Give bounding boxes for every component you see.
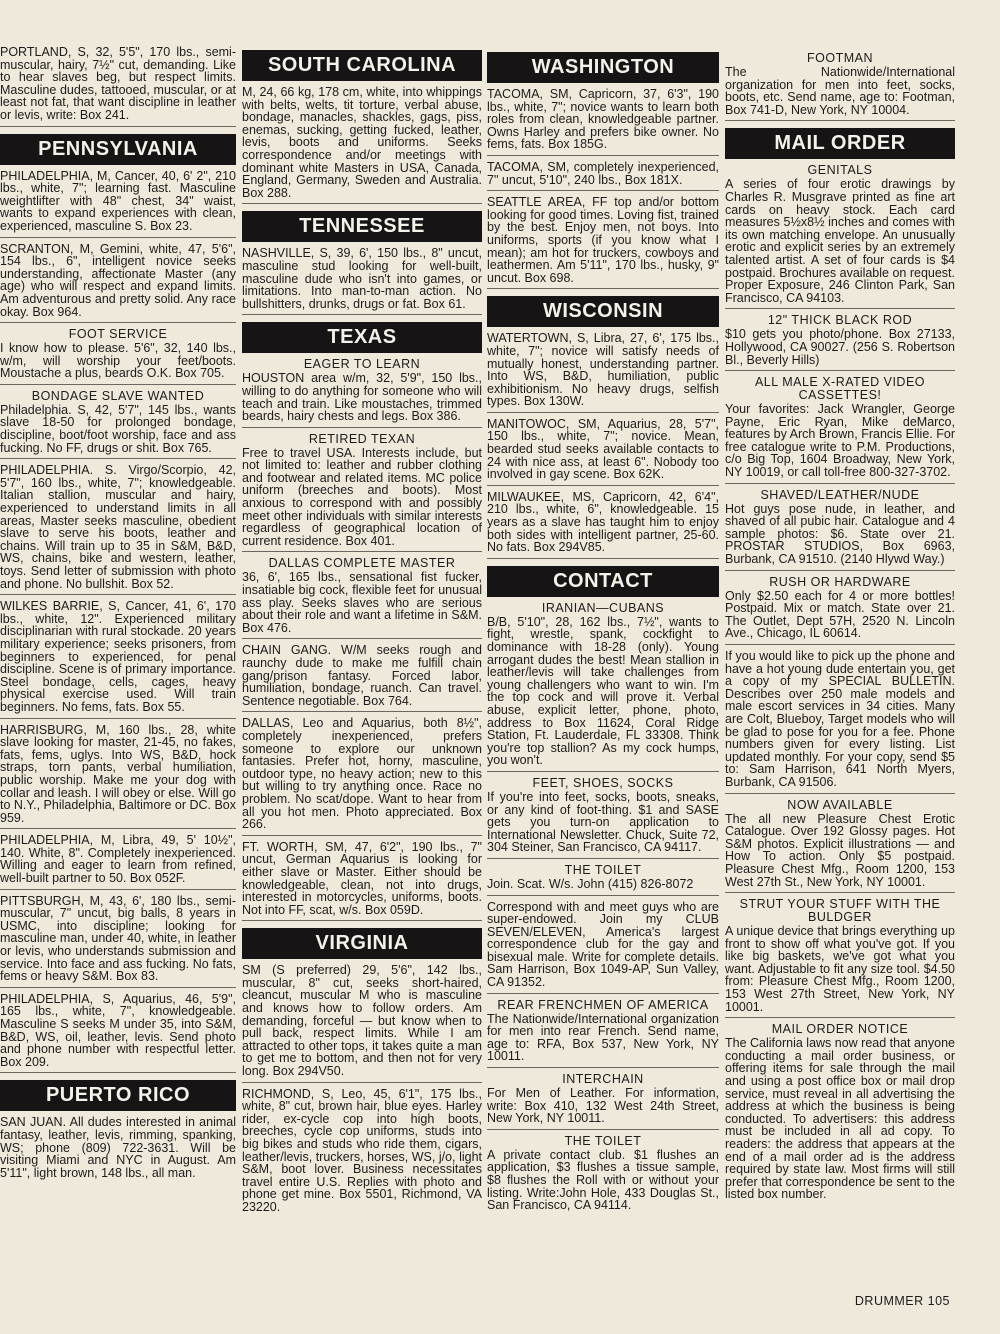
state-banner: SOUTH CAROLINA: [242, 50, 482, 81]
personal-ad: HARRISBURG, M, 160 lbs., 28, white slave looking for master, 21-45, no fakes, fats, fems, uglys. Into WS, B&D, hock straps, torn pants, verbal humiliation, public worship. Make me your dog with collar and leash. I will obey or else. Will go to N.Y., Philadelphia, Baltimore or DC. Box 959.: [0, 724, 236, 830]
section-banner: CONTACT: [487, 566, 719, 597]
ad-heading: FOOTMAN: [807, 51, 873, 65]
contact-ad: A private contact club. $1 flushes an application, $3 flushes a tissue sample, $8 flushes the Roll with or without your listing. Write:John Hole, 433 Douglas St., San Francisco, CA 94114.: [487, 1147, 719, 1213]
personal-ad: Philadelphia. S, 42, 5'7", 145 lbs., wants slave 18-50 for prolonged bondage, discipline, boot/foot worship, face and ass fucking. No FF, drugs or shit. Box 765.: [0, 404, 236, 459]
ad-heading: REAR FRENCHMEN OF AMERICA: [497, 997, 709, 1012]
personal-ad: SEATTLE AREA, FF top and/or bottom looking for good times. Loving fist, trained by the best. Enjoy men, not boys. Into uniforms, sports (if you know what I mean); am hot for truckers, cowboys and leathermen. Am 5'11", 170 lbs., husky, 9" uncut. Box 698.: [487, 196, 719, 289]
column-3: [487, 0, 719, 1221]
contact-ad: The Nationwide/International organization for men into feet, socks, boots, etc. Send name, age to: Footman, Box 741-D, New York, NY 10004.: [725, 66, 955, 121]
personal-ad: MANITOWOC, SM, Aquarius, 28, 5'7", 150 lbs., white, 7"; novice. Mean, bearded stud seeks available contacts to 24 with nice ass, at least 6". Nobody too involved in gay scene. Box 62K.: [487, 418, 719, 486]
section-banner: MAIL ORDER: [725, 128, 955, 159]
personal-ad: 36, 6', 165 lbs., sensational fist fucker, insatiable big cock, flexible feet for unusual ass play. Seeks slaves who are serious about their role and want a lifetime in S&M. Box 476.: [242, 571, 482, 639]
mail-order-ad: Only $2.50 each for 4 or more bottles! Postpaid. Mix or match. State over 21. The Outlet, Dept 57H, 2520 N. Lincoln Ave., Chicago, IL 60614.: [725, 590, 955, 645]
ad-heading: MAIL ORDER NOTICE: [771, 1022, 909, 1037]
personal-ad: PHILADELPHIA, S, Aquarius, 46, 5'9", 165 lbs., white, 7", knowledgeable. Masculine S seeks M under 35, into S&M, B&D, WS, oil, leather, levis. Send photo and phone number with respectful letter. Box 209.: [0, 993, 236, 1074]
state-banner: TENNESSEE: [242, 211, 482, 242]
mail-order-ad: Hot guys pose nude, in leather, and shaved of all pubic hair. Catalogue and 4 sample photos: $6. State over 21. PROSTAR STUDIOS, Box 6963, Burbank, CA 91510. (2140 Hlywd Way.): [725, 503, 955, 571]
personal-ad: SM (S preferred) 29, 5'6", 142 lbs., muscular, 8" cut, seeks short-haired, cleancut, muscular M who is masculine and knows how to follow orders. Am demanding, forceful — but know when to pull back, respect limits. While I am attracted to other tops, it takes quite a man to get me to bottom, and then not for very long. Box 294V50.: [242, 964, 482, 1082]
contact-ad: Join. Scat. W/s. John (415) 826-8072: [487, 878, 719, 896]
contact-ad: For Men of Leather. For information, write: Box 410, 132 West 24th Street, New York, NY 10011.: [487, 1087, 719, 1130]
personal-ad: FT. WORTH, SM, 47, 6'2", 190 lbs., 7" uncut, German Aquarius is looking for either slave or Master. Either should be knowledgeable, clean, not into drugs, interested in motorcycles, uniforms, boots. Not into FF, scat, w/s. Box 059D.: [242, 841, 482, 922]
contact-ad: The Nationwide/International organization for men into rear French. Send name, age to: RFA, Box 537, New York, NY 10011.: [487, 1013, 719, 1068]
personal-ad: WATERTOWN, S, Libra, 27, 6', 175 lbs., white, 7"; novice will satisfy needs of mutually honest, understanding partner. Into WS, B&D, humiliation, public exhibitionism. No heavy drugs, selfish types. Box 130W.: [487, 332, 719, 413]
ad-heading: SHAVED/LEATHER/NUDE: [760, 487, 920, 502]
personal-ad: Free to travel USA. Interests include, but not limited to: leather and rubber clothing and footwear and related items. MC police uniform (breeches and boots). Most anxious to correspond with and possibly meet other individuals with similar interests regardless of geographical location of current residence. Box 401.: [242, 447, 482, 553]
mail-order-ad: A unique device that brings everything up front to show off what you've got. If you like big baskets, we've got what you want. Adjustable to fit any size tool. $4.50 from: Pleasure Chest Mfg., Room 1200, 153 West 27th Street, New York, NY 10001.: [725, 925, 955, 1018]
mail-order-notice: The California laws now read that anyone conducting a mail order business, or offering items for sale through the mail and using a post office box or mail drop service, must reveal in all advertising the address at which the business is being conducted. To advertisers: this address must be included in all ad copy. To readers: the address that appears at the end of a mail order ad is the address required by state law. Most firms will still prefer that correspondence be sent to the listed box number.: [725, 1036, 955, 1202]
ad-heading: DALLAS COMPLETE MASTER: [268, 556, 456, 571]
column-4: [725, 0, 955, 1210]
personal-ad: HOUSTON area w/m, 32, 5'9", 150 lbs., willing to do anything for someone who will teach and train. Like moustaches, trimmed beards, hairy chests and legs. Box 386.: [242, 372, 482, 427]
mail-order-ad: $10 gets you photo/phone. Box 27133, Hollywood, CA 90027. (256 S. Robertson Bl., Beverly Hills): [725, 328, 955, 371]
state-banner: VIRGINIA: [242, 928, 482, 959]
ad-heading: RUSH OR HARDWARE: [769, 574, 911, 589]
state-banner: PENNSYLVANIA: [0, 134, 236, 165]
ad-heading: THE TOILET: [564, 1133, 642, 1148]
ad-heading: GENITALS: [807, 163, 873, 178]
state-banner: WASHINGTON: [487, 52, 719, 83]
state-banner: WISCONSIN: [487, 296, 719, 327]
contact-ad: B/B, 5'10", 28, 162 lbs., 7½", wants to fight, wrestle, spank, cockfight to dominance with 18-28 (only). Young arrogant dudes the best! Mean stallion in leather/levis will take challenges from young challengers who want to win. I'm the top cock and will prove it. Verbal abuse, explicit letter, phone, photo, address to Box 11624, Coral Ridge Station, Ft. Lauderdale, FL 33308. Think you're top stallion? As my cock humps, you won't.: [487, 616, 719, 772]
ad-heading: 12" THICK BLACK ROD: [767, 313, 913, 328]
ad-heading: NOW AVAILABLE: [787, 797, 893, 812]
ad-heading: IRANIAN—CUBANS: [541, 600, 665, 615]
personal-ad: I know how to please. 5'6", 32, 140 lbs., w/m, will worship your feet/boots. Moustache a plus, beards O.K. Box 705.: [0, 342, 236, 385]
column-1: [0, 0, 236, 1188]
personal-ad: DALLAS, Leo and Aquarius, both 8½", completely inexperienced, prefers someone to explore our unknown fantasies. Prefer hot, horny, masculine, outdoor type, no heavy action; new to this but willing to try anything once. Race no problem. No scat/dope. Want to hear from all you hot men. Photo appreciated. Box 266.: [242, 717, 482, 835]
page-folio: DRUMMER 105: [854, 1294, 950, 1308]
ad-heading: STRUT YOUR STUFF WITH THE BULDGER: [739, 897, 941, 925]
personal-ad: PITTSBURGH, M, 43, 6', 180 lbs., semi-muscular, 7" uncut, big balls, 8 years in USMC, into discipline; looking for masculine man, under 40, white, in leather or levis, who understands submission and service. Into face and ass fucking. No fats, fems or heavy S&M. Box 83.: [0, 895, 236, 988]
personal-ad: PORTLAND, S, 32, 5'5", 170 lbs., semi-muscular, hairy, 7½" cut, demanding. Like to hear slaves beg, but respect limits. Masculine dudes, tattooed, muscular, or at least not fat, that want discipline in leather or levis, write: Box 241.: [0, 46, 236, 127]
mail-order-ad: A series of four erotic drawings by Charles R. Musgrave printed as fine art cards on heavy stock. Each card measures 5½x8½ inches and comes with its own matching envelope. An unusually erotic and explicit series by an extremely talented artist. A set of four cards is $4 postpaid. Brochures available on request. Proper Exposure, 246 Clinton Park, San Francisco, CA 94103.: [725, 178, 955, 309]
personal-ad: M, 24, 66 kg, 178 cm, white, into whippings with belts, welts, tit torture, verbal abuse, bondage, manacles, shackles, gags, piss, enemas, sucking, getting fucked, leather, levis, boots and uniforms. Seeks correspondence and/or meetings with dominant white Masters in USA, Canada, England, Germany, Sweden and Australia. Box 288.: [242, 86, 482, 204]
ad-heading: RETIRED TEXAN: [308, 431, 416, 446]
state-banner: TEXAS: [242, 322, 482, 353]
ad-heading: EAGER TO LEARN: [303, 357, 421, 372]
personal-ad: WILKES BARRIE, S, Cancer, 41, 6', 170 lbs., white, 12". Experienced military disciplinarian with rural stockade. 20 years military experience; seeks prisoners, from beginners to experienced, for penal discipline. Scene is of primary importance. Steel bondage, cells, cages, heavy physical exercise used. Will train beginners. No fems, fats. Box 55.: [0, 600, 236, 718]
mail-order-ad: If you would like to pick up the phone and have a hot young dude entertain you, get a copy of my SPECIAL BULLETIN. Describes over 250 male models and male escort services in 34 cities. Many are Colt, Blueboy, Target models who will be glad to pose for you for a fee. Phone numbers given for every listing. List updated monthly. For your copy, send $5 to: Sam Harrison, 641 North Myers, Burbank, CA 91506.: [725, 650, 955, 794]
personal-ad: NASHVILLE, S, 39, 6', 150 lbs., 8" uncut, masculine stud looking for well-built, masculine dude who isn't into games, or limitations. Into man-to-man action. No bullshitters, drunks, drugs or fat. Box 61.: [242, 247, 482, 315]
personal-ad: PHILADELPHIA, M, Libra, 49, 5' 10½", 140. White, 8". Completely inexperienced. Willing and eager to learn from refined, well-built partner to 50. Box 052F.: [0, 834, 236, 889]
mail-order-ad: The all new Pleasure Chest Erotic Catalogue. Over 192 Glossy pages. Hot S&M photos. Explicit illustrations — and How To action. Only $5 postpaid. Pleasure Chest Mfg., Room 1200, 153 West 27th St., New York, NY 10001.: [725, 813, 955, 894]
ad-heading: INTERCHAIN: [562, 1072, 644, 1087]
personal-ad: CHAIN GANG. W/M seeks rough and raunchy dude to make me fulfill chain gang/prison fantasy. Forced labor, humiliation, bondage, ruanch. Can travel. Sentence negotiable. Box 764.: [242, 644, 482, 712]
personal-ad: TACOMA, SM, completely inexperienced, 7" uncut, 5'10", 240 lbs., Box 181X.: [487, 161, 719, 191]
ad-heading: FEET, SHOES, SOCKS: [532, 775, 674, 790]
personal-ad: SCRANTON, M, Gemini, white, 47, 5'6", 154 lbs., 6", intelligent novice seeks understanding, affectionate Master (any age) who will respect and expand limits. Am adventurous and pretty solid. Any race okay. Box 964.: [0, 243, 236, 324]
mail-order-ad: Your favorites: Jack Wrangler, George Payne, Eric Ryan, Mike deMarco, features by Arch Brown, Francis Ellie. For free catalogue write to P.M. Productions, c/o Big Top, 1604 Broadway, New York, NY 10019, or call toll-free 800-327-3702.: [725, 403, 955, 484]
state-banner: PUERTO RICO: [0, 1080, 236, 1111]
personal-ad: TACOMA, SM, Capricorn, 37, 6'3", 190 lbs., white, 7"; novice wants to learn both roles from clean, knowledgeable partner. Owns Harley and prefers bike owner. No fems, fats. Box 185G.: [487, 88, 719, 156]
contact-ad: If you're into feet, socks, boots, sneaks, or any kind of foot-thing. $1 and SASE gets you turn-on application to International Newsletter. Chuck, Suite 72, 304 Steiner, San Francisco, CA 94117.: [487, 791, 719, 859]
ad-heading: THE TOILET: [564, 862, 642, 877]
personal-ad: RICHMOND, S, Leo, 45, 6'1", 175 lbs., white, 8" cut, brown hair, blue eyes. Harley rider, ex-cycle cop into high boots, breeches, cycle cop uniforms, studs into big bikes and studs who ride them, cigars, leather/levis, truckers, horses, WS, j/o, light S&M, boot lover. Business necessitates travel entire U.S. Replies with photo and phone get mine. Box 5501, Richmond, VA 23220.: [242, 1086, 482, 1214]
contact-ad: Correspond with and meet guys who are super-endowed. Join my CLUB SEVEN/ELEVEN, America's largest correspondence club for the gay and bisexual male. Write for complete details. Sam Harrison, Box 1049-AP, Sun Valley, CA 91352.: [487, 901, 719, 994]
personal-ad: SAN JUAN. All dudes interested in animal fantasy, leather, levis, rimming, spanking, WS; phone (809) 722-3631. Will be visiting Miami and NYC in August. Am 5'11", light brown, 148 lbs., all man.: [0, 1115, 236, 1180]
personal-ad: PHILADELPHIA, M, Cancer, 40, 6' 2", 210 lbs., white, 7"; learning fast. Masculine weightlifter with 48" chest, 34" waist, wants to expand experiences with clean, experienced, masculine S. Box 23.: [0, 170, 236, 238]
ad-heading: ALL MALE X-RATED VIDEO CASSETTES!: [754, 375, 926, 403]
ad-heading: FOOT SERVICE: [68, 327, 168, 342]
ad-heading: BONDAGE SLAVE WANTED: [31, 388, 205, 403]
personal-ad: PHILADELPHIA. S. Virgo/Scorpio, 42, 5'7", 160 lbs., white, 7"; knowledgeable. Italian stallion, muscular and hairy, experienced to understand limits in all areas, Master seeks masculine, obedient slave to serve his boots, leather and chains. Will train up to 35 in S&M, B&D, WS, chains, bike and western, leather, toys. Send letter of submission with photo and phone. No bullshit. Box 52.: [0, 464, 236, 595]
personal-ad: MILWAUKEE, MS, Capricorn, 42, 6'4", 210 lbs., white, 6", knowledgeable. 15 years as a slave has taught him to enjoy both sides with intelligent partner, 25-60. No fats. Box 294V85.: [487, 491, 719, 559]
column-2: [242, 0, 482, 1223]
